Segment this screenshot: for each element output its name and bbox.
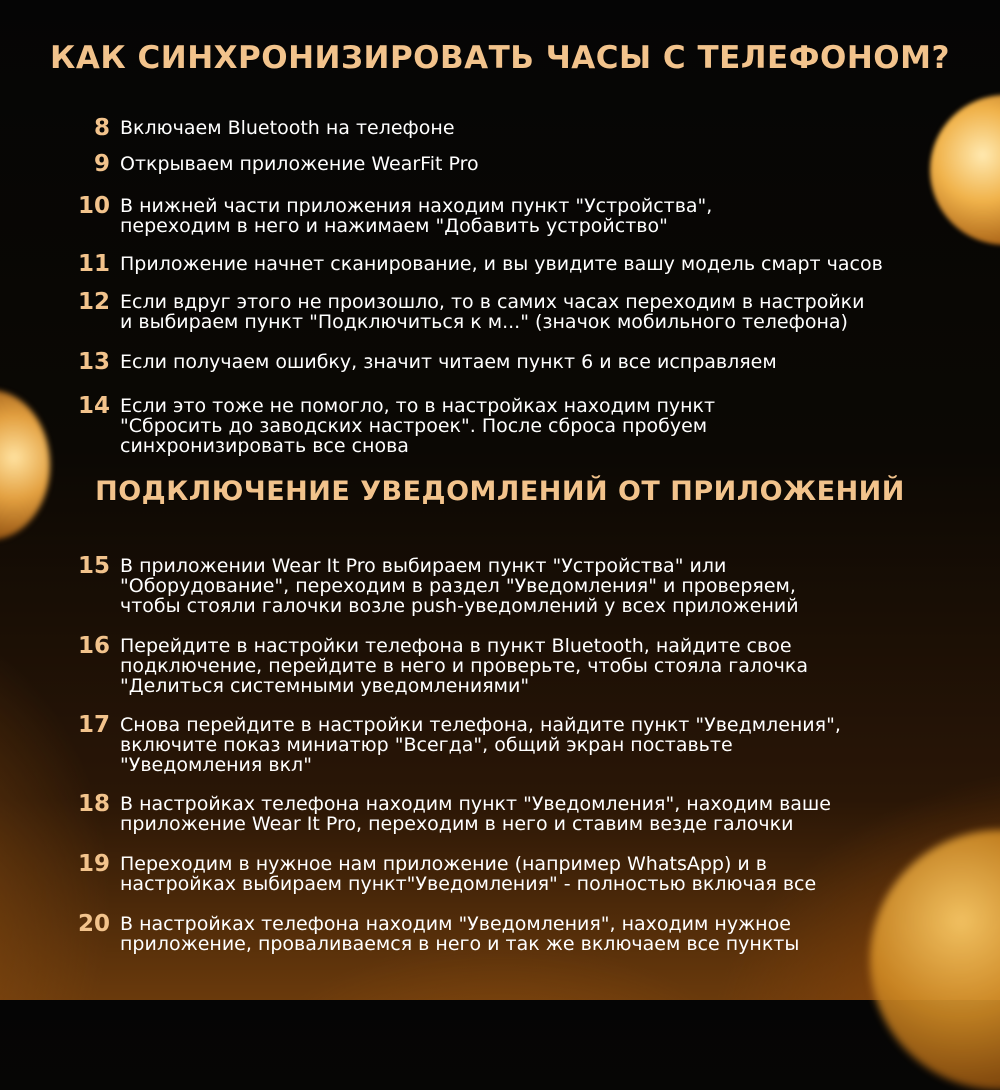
- section-title-sync: КАК СИНХРОНИЗИРОВАТЬ ЧАСЫ С ТЕЛЕФОНОМ?: [50, 40, 950, 76]
- step-text: Перейдите в настройки телефона в пункт Bluetooth, найдите свое подключение, перейдите в него и проверьте, чтобы стояла галочка "Делиться системными уведомлениями": [120, 635, 809, 697]
- step-text: В нижней части приложения находим пункт "Устройства", переходим в него и нажимаем "Добавить устройство": [120, 195, 713, 237]
- step-text: Приложение начнет сканирование, и вы увидите вашу модель смарт часов: [120, 253, 883, 275]
- step-number: 15: [77, 553, 110, 579]
- step-text: Если это тоже не помогло, то в настройках находим пункт "Сбросить до заводских настроек". После сброса пробуем синхронизировать все снова: [120, 395, 716, 457]
- step-text: В настройках телефона находим "Уведомления", находим нужное приложение, проваливаемся в него и так же включаем все пункты: [120, 913, 800, 955]
- step-number: 14: [77, 393, 110, 419]
- step-number: 10: [77, 193, 110, 219]
- step-text: Открываем приложение WearFit Pro: [120, 153, 479, 175]
- step-number: 18: [77, 791, 110, 817]
- step-text: Включаем Bluetooth на телефоне: [120, 117, 455, 139]
- step-number: 8: [93, 115, 110, 141]
- step-number: 12: [77, 289, 110, 315]
- step-number: 20: [77, 911, 110, 937]
- step-text: В настройках телефона находим пункт "Уведомления", находим ваше приложение Wear It Pro, переходим в него и ставим везде галочки: [120, 793, 831, 835]
- step-number: 11: [77, 251, 110, 277]
- step-text: Снова перейдите в настройки телефона, найдите пункт "Уведмления", включите показ миниатюр "Всегда", общий экран поставьте "Уведомления вкл": [120, 714, 841, 776]
- step-number: 13: [77, 349, 110, 375]
- step-text: В приложении Wear It Pro выбираем пункт "Устройства" или "Оборудование", переходим в раздел "Уведомления" и проверяем, чтобы стояли галочки возле push-уведомлений у всех приложений: [120, 555, 799, 617]
- step-text: Переходим в нужное нам приложение (например WhatsApp) и в настройках выбираем пункт"Уведомления" - полностью включая все: [120, 853, 817, 895]
- step-number: 16: [77, 633, 110, 659]
- step-number: 9: [93, 151, 110, 177]
- decorative-orb-left: [0, 390, 50, 540]
- step-number: 19: [77, 851, 110, 877]
- step-text: Если вдруг этого не произошло, то в самих часах переходим в настройки и выбираем пункт "Подключиться к м..." (значок мобильного телефона): [120, 291, 865, 333]
- section-title-notifications: ПОДКЛЮЧЕНИЕ УВЕДОМЛЕНИЙ ОТ ПРИЛОЖЕНИЙ: [95, 476, 905, 507]
- step-text: Если получаем ошибку, значит читаем пункт 6 и все исправляем: [120, 351, 777, 373]
- step-number: 17: [77, 712, 110, 738]
